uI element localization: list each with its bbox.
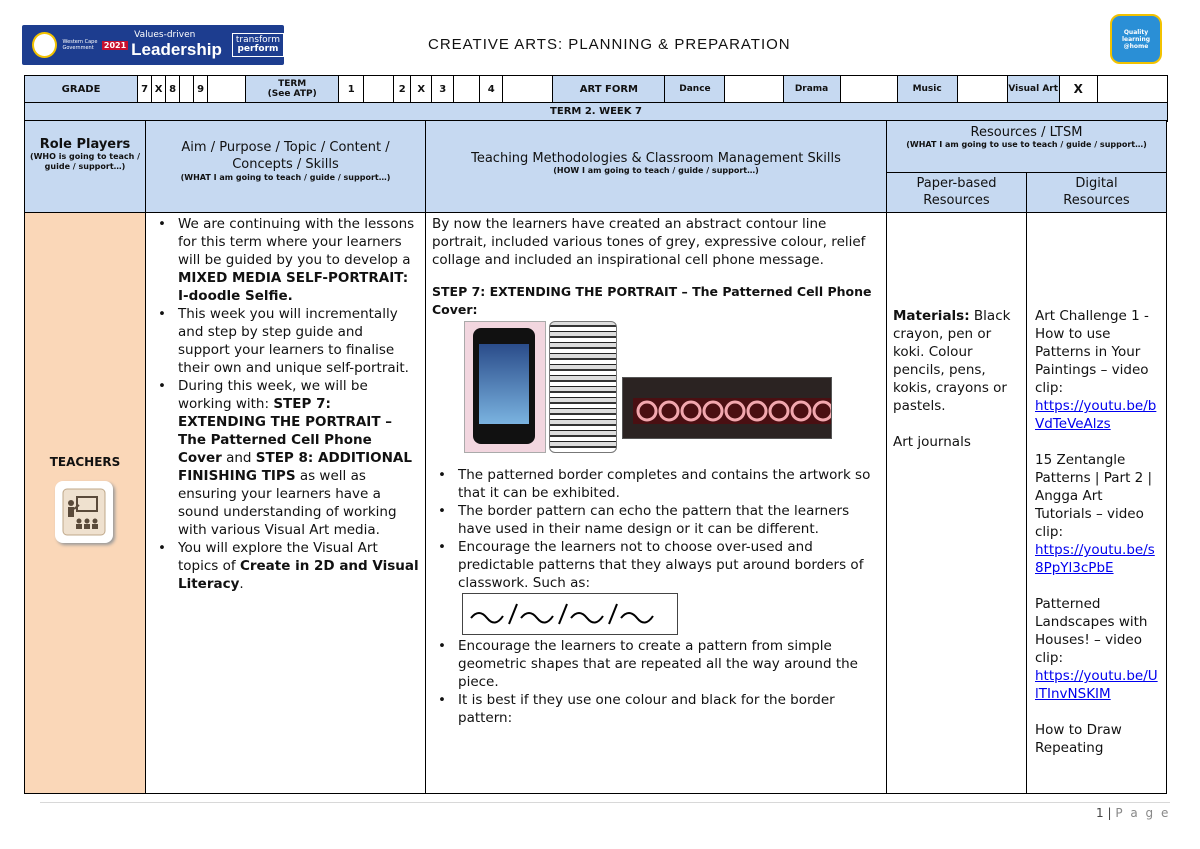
paper-header-text: Paper-based Resources [916,176,997,208]
aim-bullet-4 [178,539,419,593]
digital-r1-link[interactable]: https://youtu.be/bVdTeVeAlzs [1035,398,1157,432]
step7-title: STEP 7: EXTENDING THE PORTRAIT – The Patterned Cell Phone Cover: [432,284,872,317]
aim-b3-post: as well as ensuring your learners have a sound understanding of working with various Visual Art media. [178,468,397,538]
role-players-header [24,120,146,213]
digital-r2-link[interactable]: https://youtu.be/s8PpYl3cPbE [1035,542,1155,576]
drama-mark [840,76,897,103]
page-number: 1 | P a g e [1096,806,1171,820]
term-3-mark [454,76,480,103]
art-form-music: Music [897,76,957,103]
term-week-row: TERM 2. WEEK 7 [24,102,1168,122]
aim-header [145,120,426,213]
banner-values: Values-driven [134,30,196,40]
grade-9: 9 [194,76,208,103]
digital-r4-title: How to Draw Repeating [1035,722,1122,756]
transform-perform-logo [232,33,284,57]
role-header-title: Role Players [39,137,131,152]
spare-cell [1097,76,1167,103]
dance-mark [725,76,783,103]
aim-and: and [221,450,256,466]
grade-7-mark: X [152,76,166,103]
materials-label: Materials: [893,308,970,324]
aim-header-sub: (WHAT I am going to teach / guide / support…) [180,173,391,182]
term-4: 4 [480,76,503,103]
materials-list: Black crayon, pen or koki. Colour pencils, pens, kokis, crayons or pastels. [893,308,1011,414]
term-label [246,76,339,103]
page-title: CREATIVE ARTS: PLANNING & PREPARATION [428,36,791,53]
grade-8: 8 [166,76,180,103]
digital-header [1026,172,1167,213]
circles-border-image [622,377,832,439]
digital-r3-link[interactable]: https://youtu.be/UlTInvNSKIM [1035,668,1158,702]
teachers-label: TEACHERS [49,455,121,469]
method-bullet-3: • Encourage the learners not to choose over-used and predictable patterns that they always put around borders of classwork. Such as: [458,538,880,592]
wave-pattern-image [462,593,678,635]
materials-text [893,307,1020,415]
wcg-seal-icon [32,32,57,58]
art-form-visual-art: Visual Art [1007,76,1059,103]
art-journals: Art journals [893,434,971,450]
term-4-mark [503,76,553,103]
wcg-leadership-banner [22,25,284,65]
banner-leadership: Leadership [131,40,222,59]
music-mark [957,76,1007,103]
term-2: 2 [394,76,411,103]
banner-perform: perform [237,44,279,54]
aim-b1-bold: MIXED MEDIA SELF-PORTRAIT: I-doodle Selfie. [178,270,409,304]
digital-r3-title: Patterned Landscapes with Houses! – video clip: [1035,596,1148,666]
digital-header-text: Digital Resources [1063,176,1130,208]
method-header-title: Teaching Methodologies & Classroom Management Skills [471,151,841,166]
resources-header-sub: (WHAT I am going to use to teach / guide / support…) [906,140,1147,149]
footer-divider [40,802,1170,803]
visual-art-mark: X [1059,76,1097,103]
aim-b1-text: We are continuing with the lessons for this term where your learners will be guided by you to develop a [178,216,415,268]
resources-header-title: Resources / LTSM [970,125,1083,140]
method-bullet-1: • The patterned border completes and contains the artwork so that it can be exhibited. [458,466,880,502]
paper-header [886,172,1027,213]
banner-year: 2021 [103,40,127,50]
aim-b4-bold: Create in 2D and Visual Literacy [178,558,419,592]
phone-cover-images [432,321,880,458]
grade-9-mark [208,76,246,103]
method-bullet-2: • The border pattern can echo the pattern that the learners have used in their name design or it can be different. [458,502,880,538]
paper-resources-cell [886,212,1027,794]
digital-r2-title: 15 Zentangle Patterns | Part 2 | Angga Art Tutorials – video clip: [1035,452,1153,540]
aim-b3-text: During this week, we will be working with: [178,378,368,412]
aim-header-title: Aim / Purpose / Topic / Content / Concepts / Skills [181,140,390,172]
aim-step8: STEP 8: ADDITIONAL FINISHING TIPS [178,450,412,484]
page-num: 1 [1096,806,1104,820]
aim-b4-post: . [239,576,244,592]
term-sub: (See ATP) [267,89,317,99]
resources-header [886,120,1167,173]
aim-bullet-1 [178,215,419,305]
aim-bullet-3 [178,377,419,539]
art-form-label: ART FORM [553,76,665,103]
teachers-cell [24,212,146,794]
term-1-mark [364,76,394,103]
art-form-drama: Drama [783,76,840,103]
method-bullet-4: • Encourage the learners to create a pattern from simple geometric shapes that are repeated all the way around the piece. [458,637,880,691]
aim-content-cell [145,212,426,794]
term-label-text: TERM [278,79,307,89]
term-1: 1 [339,76,364,103]
quality-learning-logo [1110,14,1162,64]
teacher-presentation-icon [55,481,113,543]
page-word: P a g e [1115,806,1171,820]
grade-7: 7 [138,76,152,103]
method-intro: By now the learners have created an abstract contour line portrait, included various tones of grey, expressive colour, relief collage and included an inspirational cell phone message. [432,216,866,268]
art-form-dance: Dance [665,76,725,103]
digital-resources-cell [1026,212,1167,794]
grade-8-mark [180,76,194,103]
method-content-cell [425,212,887,794]
aim-b2-text: This week you will incrementally and step by step guide and support your learners to finalise their own and unique self-portrait. [178,306,409,376]
patterned-cover-image [549,321,617,453]
banner-transform: transform [235,35,280,45]
term-2-mark: X [411,76,432,103]
aim-b4-text: You will explore the Visual Art topics of [178,540,378,574]
aim-bullet-2 [178,305,419,377]
quality-logo-text: Quality learning @home [1121,28,1151,50]
grade-term-artform-row [24,75,1168,103]
method-header [425,120,887,213]
grade-label: GRADE [25,76,138,103]
iphone-image [464,321,546,453]
term-3: 3 [432,76,454,103]
banner-gov: Western Cape Government [62,39,98,51]
role-header-sub: (WHO is going to teach / guide / support…) [29,152,141,171]
method-header-sub: (HOW I am going to teach / guide / support…) [553,166,759,175]
method-bullet-5: • It is best if they use one colour and black for the border pattern: [458,691,880,727]
aim-step7: STEP 7: EXTENDING THE PORTRAIT – The Patterned Cell Phone Cover [178,396,392,466]
digital-r1-title: Art Challenge 1 - How to use Patterns in Your Paintings – video clip: [1035,308,1149,396]
